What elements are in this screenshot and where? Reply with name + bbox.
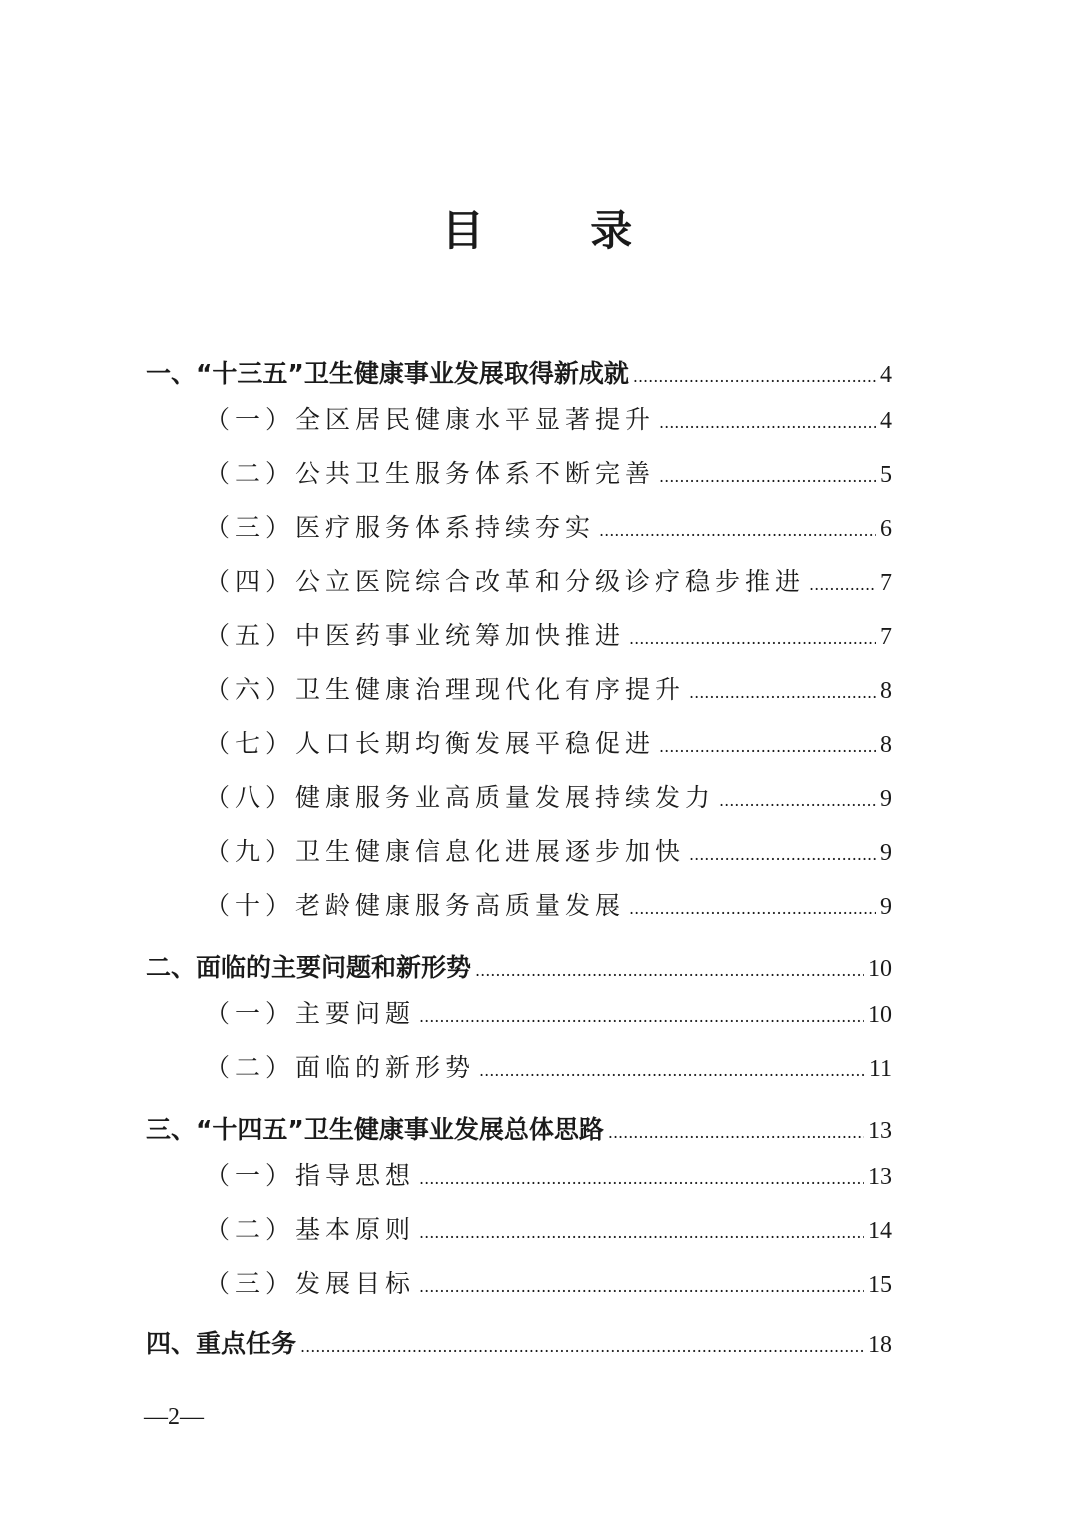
toc-dot-leader (659, 401, 876, 445)
toc-entry-label: （一）主要问题 (205, 999, 416, 1028)
toc-dot-leader (419, 1265, 864, 1309)
toc-dot-leader (629, 887, 876, 931)
toc-dot-leader (629, 617, 876, 661)
toc-dot-leader (689, 671, 876, 715)
toc-section-entry (205, 1046, 892, 1090)
toc-section-entry (205, 614, 892, 658)
toc-dot-leader (419, 1157, 864, 1201)
toc-entry-label: （三）发展目标 (205, 1269, 416, 1298)
toc-dot-leader (719, 779, 876, 823)
toc-section-entry (205, 776, 892, 820)
toc-entry-label: （二）公共卫生服务体系不断完善 (205, 459, 656, 488)
toc-dot-leader (300, 1325, 864, 1369)
toc-entry-page: 8 (880, 678, 892, 704)
page-number: —2— (144, 1404, 204, 1430)
toc-section-entry (205, 992, 892, 1036)
toc-entry-page: 7 (880, 624, 892, 650)
toc-entry-page: 10 (868, 1002, 892, 1028)
toc-dot-leader (599, 509, 876, 553)
toc-entry-label: 三、“十四五”卫生健康事业发展总体思路 (146, 1115, 604, 1144)
toc-section-entry (205, 884, 892, 928)
toc-entry-label: （十）老龄健康服务高质量发展 (205, 891, 626, 920)
toc-chapter-entry (146, 1322, 892, 1366)
toc-dot-leader (659, 725, 876, 769)
toc-entry-page: 11 (868, 1056, 892, 1082)
toc-section-entry (205, 506, 892, 550)
toc-entry-label: （一）全区居民健康水平显著提升 (205, 405, 656, 434)
toc-entry-page: 4 (880, 362, 892, 388)
toc-dot-leader (479, 1049, 865, 1093)
toc-section-entry (205, 1208, 892, 1252)
toc-dot-leader (419, 995, 864, 1039)
toc-entry-label: 二、面临的主要问题和新形势 (146, 953, 472, 982)
toc-entry-label: （五）中医药事业统筹加快推进 (205, 621, 626, 650)
toc-entry-page: 7 (880, 570, 892, 596)
page-title: 目 录 (441, 206, 679, 255)
toc-entry-label: （二）面临的新形势 (205, 1053, 476, 1082)
toc-entry-label: 一、“十三五”卫生健康事业发展取得新成就 (146, 359, 629, 388)
toc-chapter-entry (146, 1108, 892, 1152)
toc-dot-leader (608, 1111, 864, 1155)
toc-section-entry (205, 668, 892, 712)
toc-dot-leader (809, 563, 876, 607)
toc-entry-page: 14 (868, 1218, 892, 1244)
toc-entry-page: 6 (880, 516, 892, 542)
toc-entry-page: 13 (868, 1118, 892, 1144)
toc-entry-label: （四）公立医院综合改革和分级诊疗稳步推进 (205, 567, 806, 596)
toc-entry-page: 18 (868, 1332, 892, 1358)
toc-entry-label: （九）卫生健康信息化进展逐步加快 (205, 837, 686, 866)
toc-entry-page: 8 (880, 732, 892, 758)
toc-entry-label: 四、重点任务 (146, 1329, 297, 1358)
toc-chapter-entry (146, 352, 892, 396)
toc-dot-leader (689, 833, 876, 877)
toc-entry-page: 4 (880, 408, 892, 434)
toc-entry-label: （三）医疗服务体系持续夯实 (205, 513, 596, 542)
toc-section-entry (205, 560, 892, 604)
toc-section-entry (205, 1154, 892, 1198)
toc-entry-page: 13 (868, 1164, 892, 1190)
toc-entry-page: 9 (880, 786, 892, 812)
toc-dot-leader (659, 455, 876, 499)
toc-entry-page: 10 (868, 956, 892, 982)
toc-entry-page: 9 (880, 840, 892, 866)
toc-entry-page: 5 (880, 462, 892, 488)
toc-dot-leader (475, 949, 864, 993)
toc-section-entry (205, 398, 892, 442)
toc-chapter-entry (146, 946, 892, 990)
toc-entry-label: （六）卫生健康治理现代化有序提升 (205, 675, 686, 704)
toc-entry-label: （二）基本原则 (205, 1215, 416, 1244)
toc-entry-page: 15 (868, 1272, 892, 1298)
toc-section-entry (205, 452, 892, 496)
toc-dot-leader (419, 1211, 864, 1255)
toc-section-entry (205, 1262, 892, 1306)
toc-entry-page: 9 (880, 894, 892, 920)
toc-entry-label: （八）健康服务业高质量发展持续发力 (205, 783, 716, 812)
toc-section-entry (205, 830, 892, 874)
toc-dot-leader (633, 355, 876, 399)
toc-section-entry (205, 722, 892, 766)
toc-entry-label: （七）人口长期均衡发展平稳促进 (205, 729, 656, 758)
toc-entry-label: （一）指导思想 (205, 1161, 416, 1190)
